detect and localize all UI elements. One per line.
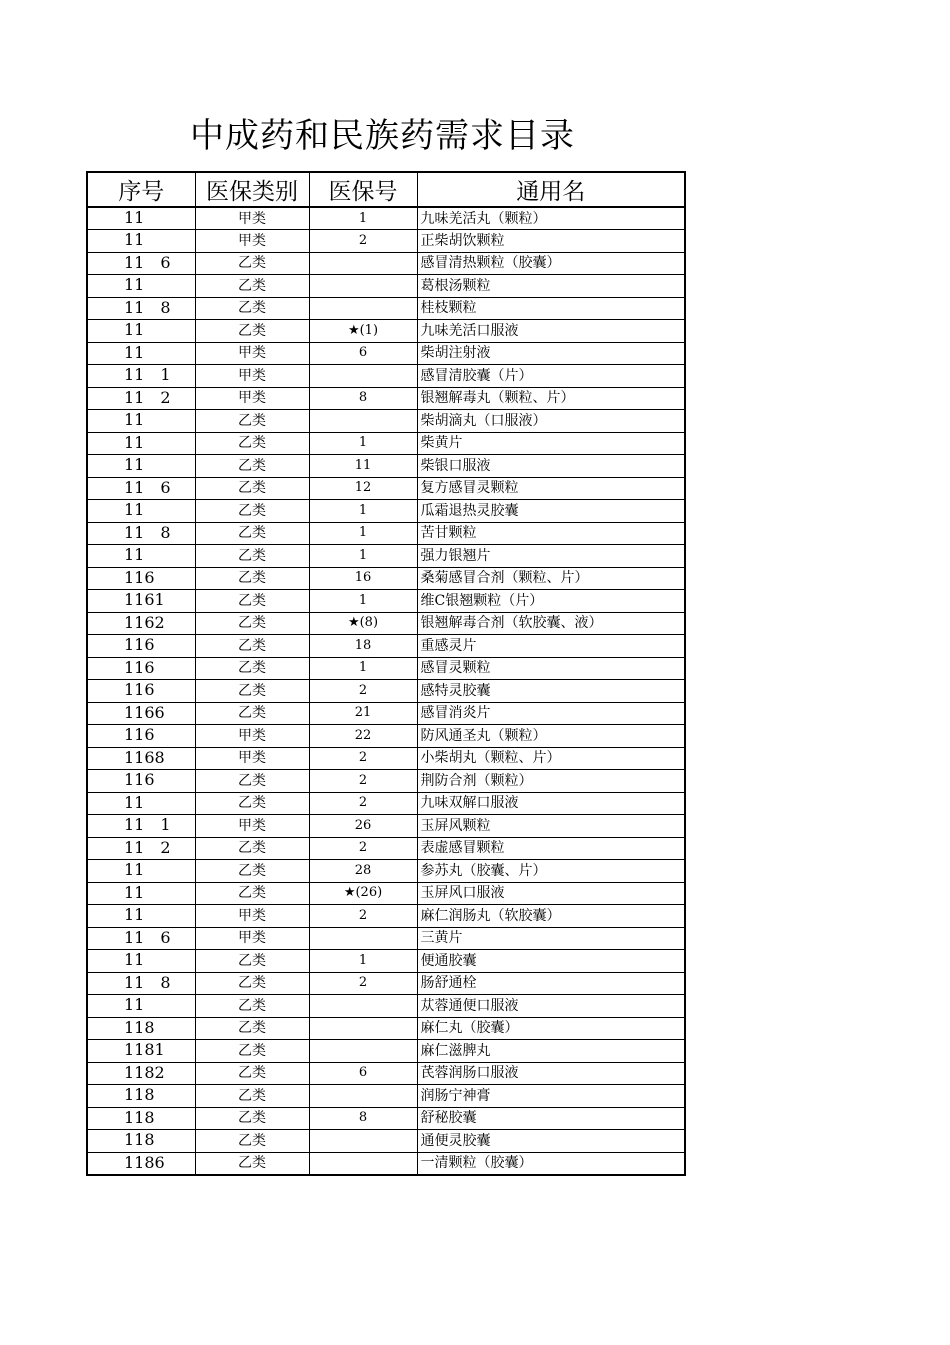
table-row xyxy=(87,320,685,343)
row-insurance-code: 2 xyxy=(309,972,417,995)
row-seq: 116 xyxy=(87,657,195,680)
row-insurance-code xyxy=(309,410,417,433)
row-generic-name: 荆防合剂（颗粒） xyxy=(417,770,685,793)
row-seq: 118 xyxy=(87,1085,195,1108)
table-row xyxy=(87,815,685,838)
row-insurance-code: 1 xyxy=(309,950,417,973)
row-category: 甲类 xyxy=(195,815,309,838)
row-insurance-code: 12 xyxy=(309,477,417,500)
table-row xyxy=(87,252,685,275)
row-seq: 11 6 xyxy=(87,927,195,950)
table-row xyxy=(87,297,685,320)
row-generic-name: 苁蓉通便口服液 xyxy=(417,995,685,1018)
table-row xyxy=(87,455,685,478)
row-category: 乙类 xyxy=(195,275,309,298)
table-row xyxy=(87,927,685,950)
table-row xyxy=(87,995,685,1018)
row-insurance-code xyxy=(309,1040,417,1063)
row-seq: 11 xyxy=(87,905,195,928)
row-generic-name: 三黄片 xyxy=(417,927,685,950)
row-category: 乙类 xyxy=(195,950,309,973)
row-category: 甲类 xyxy=(195,747,309,770)
row-generic-name: 强力银翘片 xyxy=(417,545,685,568)
row-insurance-code xyxy=(309,1017,417,1040)
row-insurance-code xyxy=(309,1152,417,1175)
row-insurance-code: 2 xyxy=(309,680,417,703)
row-insurance-code: 1 xyxy=(309,590,417,613)
row-seq: 1182 xyxy=(87,1062,195,1085)
row-generic-name: 肠舒通栓 xyxy=(417,972,685,995)
row-insurance-code: 2 xyxy=(309,230,417,253)
row-generic-name: 芪蓉润肠口服液 xyxy=(417,1062,685,1085)
row-insurance-code: 18 xyxy=(309,635,417,658)
row-generic-name: 正柴胡饮颗粒 xyxy=(417,230,685,253)
row-generic-name: 麻仁滋脾丸 xyxy=(417,1040,685,1063)
row-generic-name: 复方感冒灵颗粒 xyxy=(417,477,685,500)
row-generic-name: 苦甘颗粒 xyxy=(417,522,685,545)
table-row xyxy=(87,612,685,635)
row-category: 甲类 xyxy=(195,387,309,410)
row-seq: 11 xyxy=(87,950,195,973)
row-generic-name: 感冒消炎片 xyxy=(417,702,685,725)
row-seq: 11 1 xyxy=(87,815,195,838)
row-seq: 116 xyxy=(87,770,195,793)
row-insurance-code: 26 xyxy=(309,815,417,838)
table-row xyxy=(87,567,685,590)
row-insurance-code: 1 xyxy=(309,657,417,680)
row-generic-name: 九味羌活丸（颗粒） xyxy=(417,207,685,230)
table-row xyxy=(87,432,685,455)
row-seq: 11 xyxy=(87,995,195,1018)
row-generic-name: 一清颗粒（胶囊） xyxy=(417,1152,685,1175)
row-category: 甲类 xyxy=(195,365,309,388)
row-category: 乙类 xyxy=(195,1062,309,1085)
row-generic-name: 九味羌活口服液 xyxy=(417,320,685,343)
row-insurance-code: 6 xyxy=(309,1062,417,1085)
table-row xyxy=(87,1062,685,1085)
table-row xyxy=(87,1152,685,1175)
row-generic-name: 柴胡注射液 xyxy=(417,342,685,365)
row-seq: 1161 xyxy=(87,590,195,613)
row-category: 乙类 xyxy=(195,1040,309,1063)
row-insurance-code: 21 xyxy=(309,702,417,725)
row-category: 乙类 xyxy=(195,1130,309,1153)
row-category: 乙类 xyxy=(195,612,309,635)
header-category: 医保类别 xyxy=(195,172,309,207)
row-generic-name: 感冒清热颗粒（胶囊） xyxy=(417,252,685,275)
table-row xyxy=(87,522,685,545)
row-category: 乙类 xyxy=(195,522,309,545)
header-insurance-code: 医保号 xyxy=(309,172,417,207)
table-row xyxy=(87,1040,685,1063)
table-row xyxy=(87,1107,685,1130)
row-category: 乙类 xyxy=(195,792,309,815)
row-insurance-code: 2 xyxy=(309,770,417,793)
row-generic-name: 柴胡滴丸（口服液） xyxy=(417,410,685,433)
header-generic-name: 通用名 xyxy=(417,172,685,207)
row-seq: 11 xyxy=(87,320,195,343)
table-row xyxy=(87,477,685,500)
row-generic-name: 葛根汤颗粒 xyxy=(417,275,685,298)
row-insurance-code: 2 xyxy=(309,905,417,928)
table-row xyxy=(87,657,685,680)
row-generic-name: 重感灵片 xyxy=(417,635,685,658)
row-seq: 11 xyxy=(87,230,195,253)
table-row xyxy=(87,702,685,725)
row-seq: 116 xyxy=(87,680,195,703)
table-row xyxy=(87,590,685,613)
row-category: 甲类 xyxy=(195,905,309,928)
header-seq: 序号 xyxy=(87,172,195,207)
row-category: 乙类 xyxy=(195,1107,309,1130)
row-seq: 118 xyxy=(87,1130,195,1153)
row-seq: 11 xyxy=(87,545,195,568)
table-row xyxy=(87,837,685,860)
row-generic-name: 桂枝颗粒 xyxy=(417,297,685,320)
row-insurance-code: 1 xyxy=(309,500,417,523)
row-insurance-code: 1 xyxy=(309,207,417,230)
table-row xyxy=(87,275,685,298)
row-category: 乙类 xyxy=(195,1152,309,1175)
table-row xyxy=(87,500,685,523)
row-category: 乙类 xyxy=(195,1085,309,1108)
row-category: 乙类 xyxy=(195,545,309,568)
row-generic-name: 麻仁润肠丸（软胶囊） xyxy=(417,905,685,928)
row-category: 乙类 xyxy=(195,680,309,703)
row-generic-name: 柴黄片 xyxy=(417,432,685,455)
row-generic-name: 感特灵胶囊 xyxy=(417,680,685,703)
row-seq: 11 xyxy=(87,882,195,905)
table-row xyxy=(87,365,685,388)
row-insurance-code xyxy=(309,995,417,1018)
row-generic-name: 润肠宁神膏 xyxy=(417,1085,685,1108)
row-insurance-code: 11 xyxy=(309,455,417,478)
table-row xyxy=(87,680,685,703)
row-insurance-code: ★(26) xyxy=(309,882,417,905)
row-generic-name: 玉屏风口服液 xyxy=(417,882,685,905)
table-row xyxy=(87,1130,685,1153)
row-generic-name: 玉屏风颗粒 xyxy=(417,815,685,838)
table-row xyxy=(87,725,685,748)
row-generic-name: 维C银翘颗粒（片） xyxy=(417,590,685,613)
row-insurance-code xyxy=(309,1085,417,1108)
row-category: 乙类 xyxy=(195,995,309,1018)
row-seq: 11 xyxy=(87,792,195,815)
row-category: 乙类 xyxy=(195,882,309,905)
row-seq: 1166 xyxy=(87,702,195,725)
row-insurance-code xyxy=(309,1130,417,1153)
row-generic-name: 麻仁丸（胶囊） xyxy=(417,1017,685,1040)
row-seq: 11 xyxy=(87,860,195,883)
row-seq: 116 xyxy=(87,635,195,658)
row-seq: 11 8 xyxy=(87,972,195,995)
row-seq: 11 2 xyxy=(87,837,195,860)
table-row xyxy=(87,950,685,973)
table-row xyxy=(87,207,685,230)
table-row xyxy=(87,635,685,658)
row-insurance-code: 1 xyxy=(309,432,417,455)
row-category: 乙类 xyxy=(195,252,309,275)
row-seq: 11 xyxy=(87,410,195,433)
row-generic-name: 小柴胡丸（颗粒、片） xyxy=(417,747,685,770)
row-category: 乙类 xyxy=(195,635,309,658)
row-insurance-code: 2 xyxy=(309,792,417,815)
row-category: 乙类 xyxy=(195,702,309,725)
row-seq: 11 xyxy=(87,207,195,230)
row-insurance-code: ★(1) xyxy=(309,320,417,343)
row-seq: 118 xyxy=(87,1107,195,1130)
row-seq: 11 1 xyxy=(87,365,195,388)
row-category: 乙类 xyxy=(195,590,309,613)
table-row xyxy=(87,905,685,928)
row-insurance-code xyxy=(309,252,417,275)
row-insurance-code: 6 xyxy=(309,342,417,365)
row-seq: 1186 xyxy=(87,1152,195,1175)
row-category: 乙类 xyxy=(195,320,309,343)
table-row xyxy=(87,770,685,793)
row-seq: 11 6 xyxy=(87,252,195,275)
row-category: 乙类 xyxy=(195,432,309,455)
row-category: 甲类 xyxy=(195,230,309,253)
row-generic-name: 瓜霜退热灵胶囊 xyxy=(417,500,685,523)
row-insurance-code: 1 xyxy=(309,545,417,568)
row-seq: 118 xyxy=(87,1017,195,1040)
row-generic-name: 柴银口服液 xyxy=(417,455,685,478)
row-category: 甲类 xyxy=(195,927,309,950)
row-category: 乙类 xyxy=(195,297,309,320)
row-insurance-code: 2 xyxy=(309,837,417,860)
page-title: 中成药和民族药需求目录 xyxy=(190,116,575,156)
row-insurance-code: 1 xyxy=(309,522,417,545)
table-row xyxy=(87,1017,685,1040)
row-category: 甲类 xyxy=(195,342,309,365)
row-seq: 11 2 xyxy=(87,387,195,410)
row-category: 乙类 xyxy=(195,770,309,793)
table-row xyxy=(87,387,685,410)
row-insurance-code: 8 xyxy=(309,387,417,410)
table-row xyxy=(87,230,685,253)
row-insurance-code: 16 xyxy=(309,567,417,590)
row-category: 乙类 xyxy=(195,477,309,500)
row-seq: 11 xyxy=(87,342,195,365)
row-category: 乙类 xyxy=(195,500,309,523)
table-row xyxy=(87,747,685,770)
row-generic-name: 表虚感冒颗粒 xyxy=(417,837,685,860)
row-seq: 11 8 xyxy=(87,297,195,320)
row-category: 甲类 xyxy=(195,207,309,230)
row-category: 乙类 xyxy=(195,1017,309,1040)
row-category: 乙类 xyxy=(195,567,309,590)
row-seq: 11 6 xyxy=(87,477,195,500)
row-generic-name: 九味双解口服液 xyxy=(417,792,685,815)
row-generic-name: 感冒灵颗粒 xyxy=(417,657,685,680)
table-header-row xyxy=(87,172,685,207)
drug-catalog-table xyxy=(86,171,686,1176)
row-generic-name: 感冒清胶囊（片） xyxy=(417,365,685,388)
row-seq: 11 xyxy=(87,275,195,298)
row-insurance-code xyxy=(309,365,417,388)
row-seq: 1168 xyxy=(87,747,195,770)
row-generic-name: 参苏丸（胶囊、片） xyxy=(417,860,685,883)
row-seq: 11 xyxy=(87,500,195,523)
row-category: 乙类 xyxy=(195,455,309,478)
row-category: 乙类 xyxy=(195,972,309,995)
table-row xyxy=(87,792,685,815)
row-insurance-code: ★(8) xyxy=(309,612,417,635)
row-generic-name: 舒秘胶囊 xyxy=(417,1107,685,1130)
row-seq: 11 xyxy=(87,432,195,455)
table-row xyxy=(87,972,685,995)
row-generic-name: 通便灵胶囊 xyxy=(417,1130,685,1153)
table-row xyxy=(87,342,685,365)
row-category: 乙类 xyxy=(195,410,309,433)
row-seq: 11 8 xyxy=(87,522,195,545)
table-row xyxy=(87,860,685,883)
row-insurance-code: 8 xyxy=(309,1107,417,1130)
table-row xyxy=(87,882,685,905)
table-row xyxy=(87,1085,685,1108)
row-insurance-code: 2 xyxy=(309,747,417,770)
row-insurance-code xyxy=(309,927,417,950)
row-generic-name: 防风通圣丸（颗粒） xyxy=(417,725,685,748)
row-seq: 11 xyxy=(87,455,195,478)
row-generic-name: 银翘解毒丸（颗粒、片） xyxy=(417,387,685,410)
table-row xyxy=(87,410,685,433)
row-generic-name: 桑菊感冒合剂（颗粒、片） xyxy=(417,567,685,590)
row-generic-name: 银翘解毒合剂（软胶囊、液） xyxy=(417,612,685,635)
row-insurance-code: 22 xyxy=(309,725,417,748)
row-generic-name: 便通胶囊 xyxy=(417,950,685,973)
row-insurance-code xyxy=(309,275,417,298)
row-seq: 116 xyxy=(87,567,195,590)
row-category: 乙类 xyxy=(195,860,309,883)
row-insurance-code: 28 xyxy=(309,860,417,883)
row-seq: 1162 xyxy=(87,612,195,635)
row-category: 乙类 xyxy=(195,657,309,680)
row-seq: 1181 xyxy=(87,1040,195,1063)
row-seq: 116 xyxy=(87,725,195,748)
table-row xyxy=(87,545,685,568)
row-category: 甲类 xyxy=(195,725,309,748)
row-category: 乙类 xyxy=(195,837,309,860)
row-insurance-code xyxy=(309,297,417,320)
